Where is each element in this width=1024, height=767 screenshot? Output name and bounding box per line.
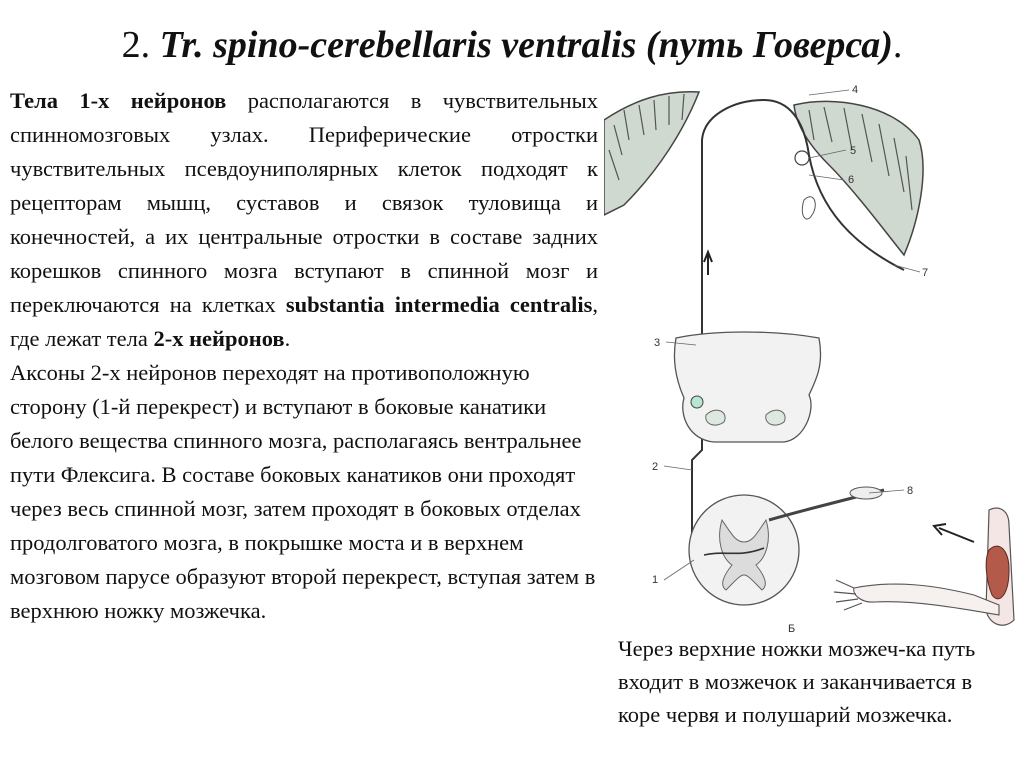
pathway-arrow-up: [704, 252, 712, 275]
slide-title: [0, 22, 1024, 68]
pathway-diagram-svg: [604, 80, 1024, 640]
receptor-arrow: [934, 524, 974, 542]
paragraph-first-neurons: [10, 84, 598, 356]
figure-label-6: 6: [848, 174, 855, 186]
spinal-ganglion: [850, 487, 882, 499]
cerebellum-right-hemisphere: [794, 101, 923, 255]
pathway-diagram: [604, 80, 1024, 640]
figure-label-letter: Б: [788, 623, 796, 635]
p1-bold-second-neurons: 2-х нейронов: [153, 326, 285, 351]
medulla-nucleus-right: [766, 410, 785, 425]
paragraph-axons: Аксоны 2-х нейронов переходят на противоположную сторону (1-й перекрест) и вступают в боковые канатики белого вещества спинного мозга, располагаясь вентральнее пути Флексига. В составе боковых канатиков они проходят через весь спинной мозг, затем проходят в боковых отделах продолговатого мозга, в покрышке моста и в верхнем мозговом парусе образуют второй перекрест, вступая затем в верхнюю ножку мозжечка.: [10, 360, 596, 623]
medulla-section: [674, 332, 820, 442]
figure-label-3: 3: [654, 337, 661, 349]
figure-label-4: 4: [852, 84, 859, 96]
medulla-nucleus-left: [706, 410, 725, 425]
deep-nucleus-outline: [802, 197, 815, 219]
p1-bold-first-neurons: Тела 1-х нейронов: [10, 88, 227, 113]
medulla-tract-dot: [691, 396, 703, 408]
title-period: .: [892, 24, 903, 66]
limb-forearm-hand: [854, 584, 999, 615]
dentate-nucleus: [795, 151, 809, 165]
figure-label-8: 8: [907, 485, 914, 497]
figure-caption: Через верхние ножки мозжеч-ка путь входит в мозжечок и заканчивается в коре червя и полушарий мозжечка.: [618, 636, 976, 727]
cerebellum-left-hemisphere: [604, 92, 699, 215]
main-text: [10, 84, 598, 628]
title-latin: Tr. spino-cerebellaris ventralis: [159, 24, 637, 66]
p1-bold-substantia: substantia intermedia centralis: [285, 292, 593, 317]
title-number: 2.: [121, 24, 151, 66]
figure-label-5: 5: [850, 145, 857, 157]
p1-text-b: , где лежат тела: [10, 292, 599, 351]
figure-label-7: 7: [922, 267, 929, 279]
p1-text-a: располагаются в чувствительных спинномозговых узлах. Периферические отростки чувствительных псевдоуниполярных клеток подходят к рецепторам мышц, суставов и связок туловища и конечностей, а их центральные отростки в составе задних корешков спинного мозга вступают в спинной мозг и переключаются на клетках: [10, 88, 598, 317]
p1-text-c: .: [284, 326, 291, 351]
figure-label-2: 2: [652, 461, 659, 473]
figure-label-1: 1: [652, 574, 659, 586]
title-russian: (путь Говерса): [645, 24, 893, 66]
